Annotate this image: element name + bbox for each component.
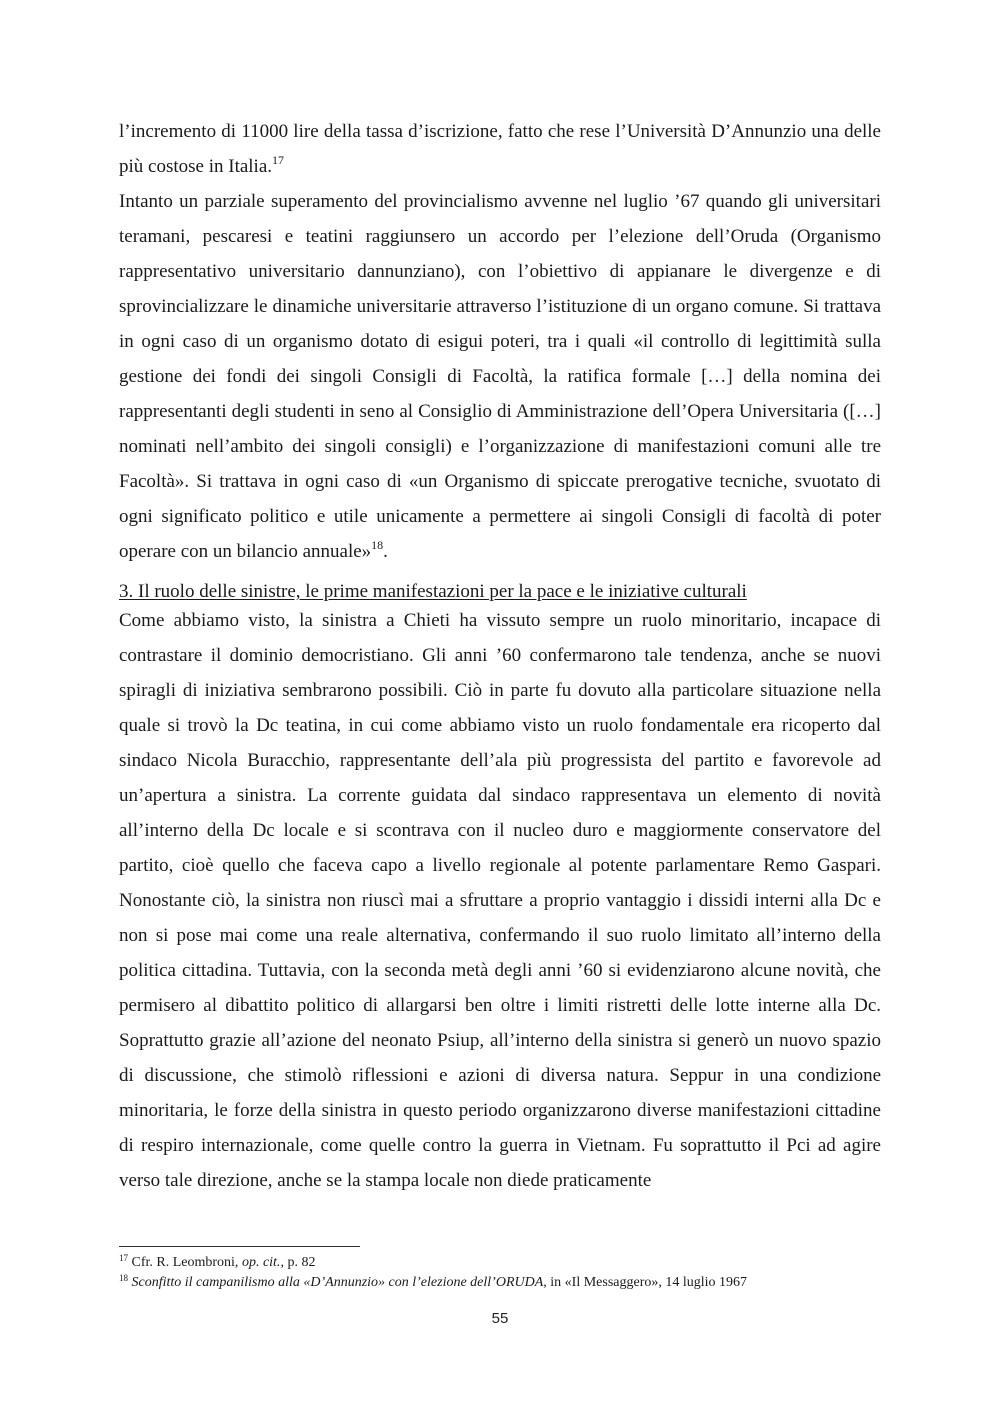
paragraph-text: Intanto un parziale superamento del provincialismo avvenne nel luglio ’67 quando gli universitari teramani, pescaresi e teatini raggiunsero un accordo per l’elezione dell’Oruda (Organismo rappresentativo universitario dannunziano), con l’obiettivo di appianare le divergenze e di sprovincializzare le dinamiche universitarie attraverso l’istituzione di un organo comune. Si trattava in ogni caso di un organismo dotato di esigui poteri, tra i quali «il controllo di legittimità sulla gestione dei fondi dei singoli Consigli di Facoltà, la ratifica formale […] della nomina dei rappresentanti degli studenti in seno al Consiglio di Amministrazione dell’Opera Universitaria ([…] nominati nell’ambito dei singoli consigli) e l’organizzazione di manifestazioni comuni alle tre Facoltà». Si trattava in ogni caso di «un Organismo di spiccate prerogative tecniche, svuotato di ogni significato politico e utile unicamente a permettere ai singoli Consigli di facoltà di poter operare con un bilancio annuale» xyxy=(119,191,881,562)
footnote-18 xyxy=(119,1273,889,1293)
page-body xyxy=(119,114,881,1198)
footnotes xyxy=(119,1253,889,1293)
section-heading: 3. Il ruolo delle sinistre, le prime manifestazioni per la pace e le iniziative culturali xyxy=(119,581,747,602)
footnote-italic: Sconfitto il campanilismo alla «D’Annunzio» con l’elezione dell’ORUDA xyxy=(131,1275,544,1290)
footnote-17 xyxy=(119,1253,889,1273)
footnote-number: 18 xyxy=(119,1273,128,1283)
paragraph-oruda xyxy=(119,184,881,569)
footnote-ref[interactable]: 17 xyxy=(272,153,285,167)
footnote-suffix: , p. 82 xyxy=(280,1255,316,1270)
footnote-number: 17 xyxy=(119,1253,128,1263)
footnote-prefix: Cfr. R. Leombroni, xyxy=(131,1255,242,1270)
paragraph-text: l’incremento di 11000 lire della tassa d’iscrizione, fatto che rese l’Università D’Annunzio una delle più costose in Italia. xyxy=(119,121,881,177)
paragraph-section: Come abbiamo visto, la sinistra a Chieti ha vissuto sempre un ruolo minoritario, incapace di contrastare il dominio democristiano. Gli anni ’60 confermarono tale tendenza, anche se nuovi spiragli di iniziativa sembrarono possibili. Ciò in parte fu dovuto alla particolare situazione nella quale si trovò la Dc teatina, in cui come abbiamo visto un ruolo fondamentale era ricoperto dal sindaco Nicola Buracchio, rappresentante dell’ala più progressista del partito e favorevole ad un’apertura a sinistra. La corrente guidata dal sindaco rappresentava un elemento di novità all’interno della Dc locale e si scontrava con il nucleo duro e maggiormente conservatore del partito, cioè quello che faceva capo a livello regionale al potente parlamentare Remo Gaspari. Nonostante ciò, la sinistra non riuscì mai a sfruttare a proprio vantaggio i dissidi interni alla Dc e non si pose mai come una reale alternativa, confermando il suo ruolo limitato all’interno della politica cittadina. Tuttavia, con la seconda metà degli anni ’60 si evidenziarono alcune novità, che permisero al dibattito politico di allargarsi ben oltre i limiti ristretti delle lotte interne alla Dc. Soprattutto grazie all’azione del neonato Psiup, all’interno della sinistra si generò un nuovo spazio di discussione, che stimolò riflessioni e azioni di diversa natura. Seppur in una condizione minoritaria, le forze della sinistra in questo periodo organizzarono diverse manifestazioni cittadine di respiro internazionale, come quelle contro la guerra in Vietnam. Fu soprattutto il Pci ad agire verso tale direzione, anche se la stampa locale non diede praticamente xyxy=(119,610,881,1191)
paragraph-continuation xyxy=(119,114,881,184)
footnote-suffix: , in «Il Messaggero», 14 luglio 1967 xyxy=(543,1275,748,1290)
page-number: 55 xyxy=(491,1310,509,1327)
footnote-italic: op. cit. xyxy=(241,1255,281,1270)
footnote-ref[interactable]: 18 xyxy=(371,538,384,552)
footnote-divider xyxy=(119,1246,360,1247)
paragraph-tail: . xyxy=(383,541,388,562)
